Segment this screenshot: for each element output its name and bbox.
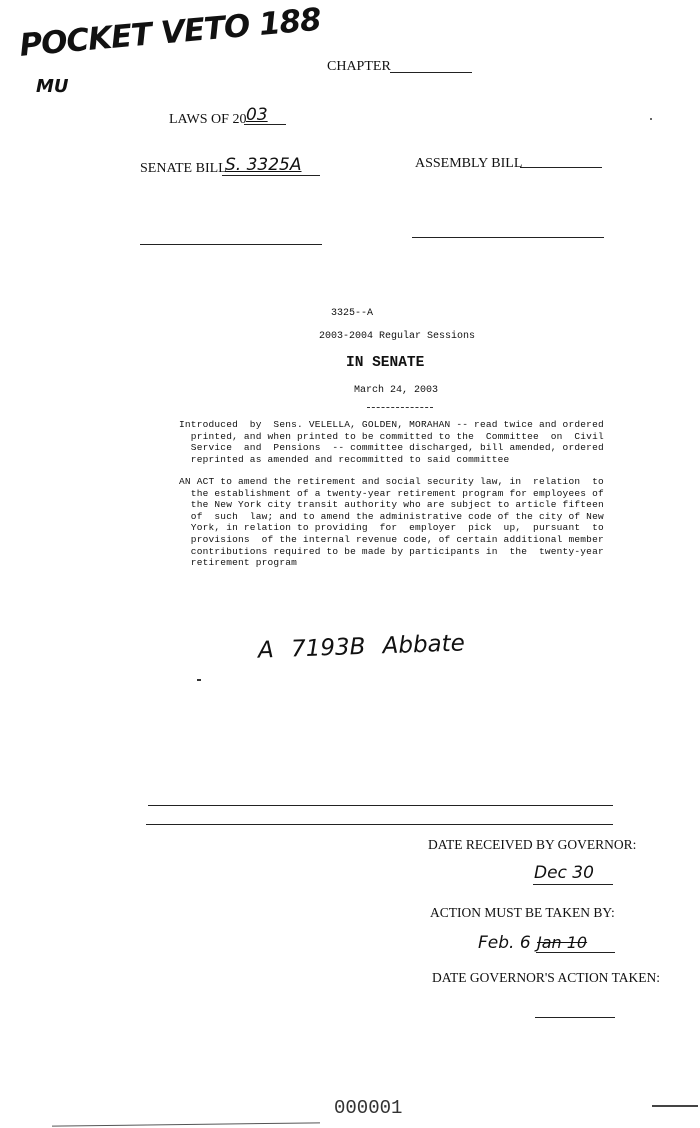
pocket-veto-annotation: POCKET VETO 188 xyxy=(18,1,323,64)
introduced-line: printed, and when printed to be committed to the Committee on Civil xyxy=(179,430,604,442)
act-line: York, in relation to providing for employer pick up, pursuant to xyxy=(179,522,604,534)
senate-extra-line xyxy=(140,244,322,245)
senate-bill-label: SENATE BILL xyxy=(140,161,227,176)
senate-bill-blank xyxy=(222,175,320,176)
assembly-bill-label: ASSEMBLY BILL xyxy=(415,156,523,171)
laws-year-blank xyxy=(244,124,286,125)
scan-edge-mark-bottom-right xyxy=(652,1105,698,1107)
act-title-paragraph xyxy=(179,476,604,569)
date-received-blank xyxy=(533,884,613,885)
introduced-paragraph xyxy=(179,419,604,465)
date-received-handwritten: Dec 30 xyxy=(534,863,594,883)
bill-number: 3325--A xyxy=(331,308,374,319)
act-line: of such law; and to amend the administrative code of the city of New xyxy=(179,510,604,522)
act-line: AN ACT to amend the retirement and social security law, in relation to xyxy=(179,476,604,487)
chapter-blank xyxy=(390,72,472,73)
assembly-reference-handwritten: A 7193B Abbate xyxy=(257,630,466,664)
act-line: contributions required to be made by participants in the twenty-year xyxy=(179,545,604,557)
senate-bill-handwritten: S. 3325A xyxy=(225,155,302,175)
introduced-line: Service and Pensions -- committee discharged, bill amended, ordered xyxy=(179,442,604,454)
session-title: 2003-2004 Regular Sessions xyxy=(319,331,476,342)
chapter-label: CHAPTER xyxy=(327,59,391,74)
date-received-label: DATE RECEIVED BY GOVERNOR: xyxy=(428,837,637,852)
act-line: the establishment of a twenty-year retirement program for employees of xyxy=(179,487,604,499)
introduced-line: Introduced by Sens. VELELLA, GOLDEN, MORAHAN -- read twice and ordered xyxy=(179,419,604,430)
page-number: 000001 xyxy=(334,1097,403,1119)
action-date-struck-handwritten: Jan 10 xyxy=(537,933,588,952)
bill-date: March 24, 2003 xyxy=(354,385,439,396)
date-underline xyxy=(367,407,433,408)
act-line: provisions of the internal revenue code, of certain additional member xyxy=(179,533,604,545)
scan-edge-mark-bottom-left xyxy=(52,1122,320,1126)
initials-annotation: MU xyxy=(36,76,69,97)
rule-line-2 xyxy=(146,824,613,825)
action-date-handwritten: Feb. 6 xyxy=(478,933,531,953)
act-line: the New York city transit authority who are subject to article fifteen xyxy=(179,499,604,511)
action-taken-label: DATE GOVERNOR'S ACTION TAKEN: xyxy=(432,970,660,985)
act-line: retirement program xyxy=(179,557,298,569)
action-date-blank xyxy=(536,952,615,953)
action-taken-blank xyxy=(535,1017,615,1018)
assembly-bill-blank xyxy=(520,167,602,168)
laws-year-handwritten: 03 xyxy=(246,105,268,125)
scan-dot xyxy=(650,118,652,120)
action-must-label: ACTION MUST BE TAKEN BY: xyxy=(430,905,615,920)
rule-line-1 xyxy=(148,805,613,806)
laws-label: LAWS OF 20 xyxy=(169,112,247,127)
introduced-line: reprinted as amended and recommitted to said committee xyxy=(179,453,510,465)
assembly-extra-line xyxy=(412,237,604,238)
stray-mark xyxy=(197,679,201,681)
house-title: IN SENATE xyxy=(346,355,425,371)
